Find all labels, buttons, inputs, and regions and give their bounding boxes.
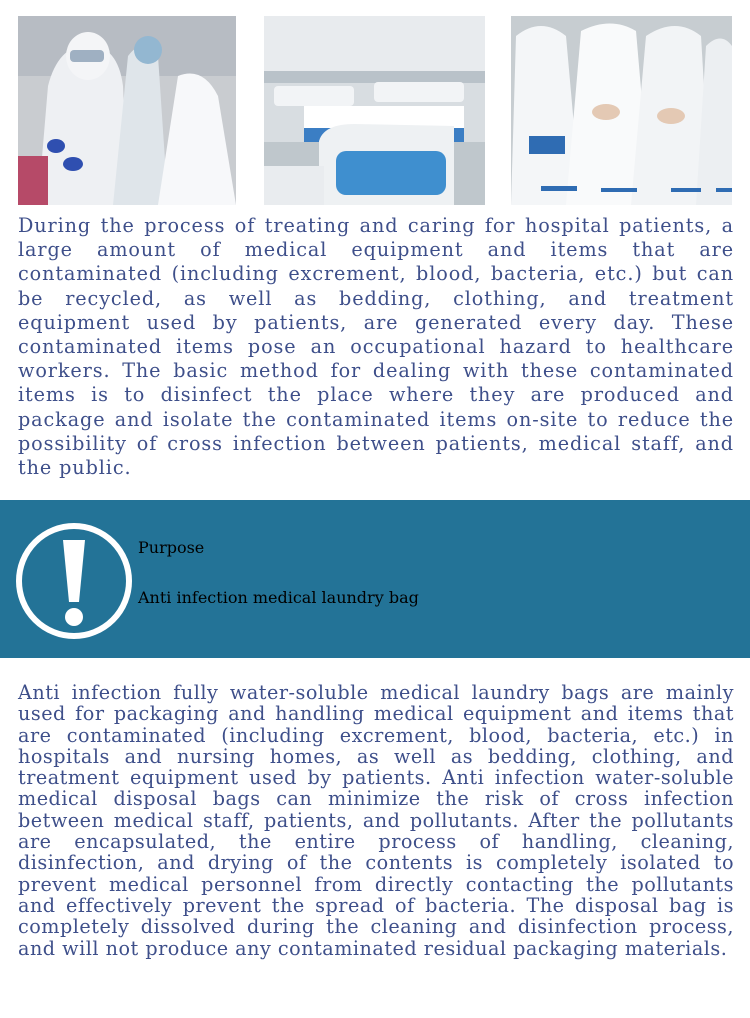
photo-strip <box>18 16 732 205</box>
photo-hospital-beds <box>264 16 485 205</box>
body-paragraph: Anti infection fully water-soluble medical laundry bags are mainly used for packaging and handling medical equipment and items that are contaminated (including excrement, blood, bacteria, etc.) in hospitals and nursing homes, as well as bedding, clothing, and treatment equipment used by patients. Anti infection water-soluble medical disposal bags can minimize the risk of cross infection between medical staff, patients, and pollutants. After the pollutants are encapsulated, the entire process of handling, cleaning, disinfection, and drying of the contents is completely isolated to prevent medical personnel from directly contacting the pollutants and effectively prevent the spread of bacteria. The disposal bag is completely dissolved during the cleaning and disinfection process, and will not produce any contaminated residual packaging materials. <box>18 681 734 960</box>
intro-paragraph: During the process of treating and caring for hospital patients, a large amount of medical equipment and items that are contaminated (including excrement, blood, bacteria, etc.) but can be recycled, as well as bedding, clothing, and treatment equipment used by patients, are generated every day. These contaminated items pose an occupational hazard to healthcare workers. The basic method for dealing with these contaminated items is to disinfect the place where they are produced and package and isolate the contaminated items on-site to reduce the possibility of cross infection between patients, medical staff, and the public. <box>18 214 734 480</box>
photo-medical-staff-in-aprons <box>511 16 732 205</box>
banner-title: Anti infection medical laundry bag <box>138 588 419 607</box>
banner-label: Purpose <box>138 538 205 557</box>
exclamation-circle-icon <box>13 520 135 642</box>
purpose-banner <box>0 500 750 658</box>
photo-staff-in-protective-suits <box>18 16 236 205</box>
